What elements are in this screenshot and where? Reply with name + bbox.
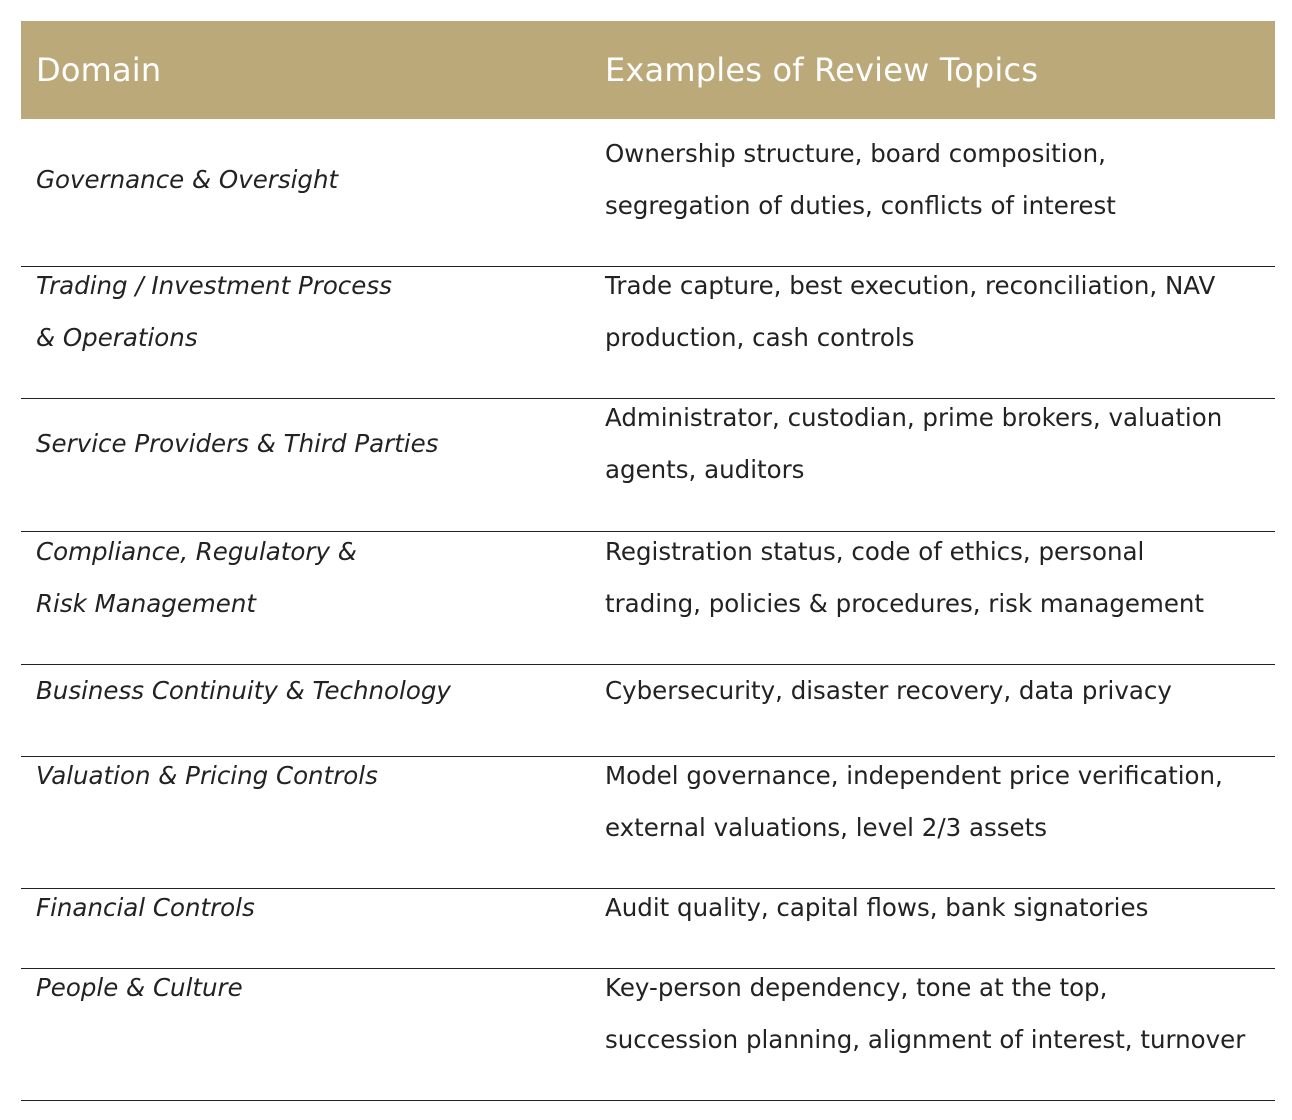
- header-domain: Domain: [36, 51, 162, 89]
- topics-cell: Audit quality, capital flows, bank signatories: [605, 893, 1149, 922]
- topics-cell: Registration status, code of ethics, personal trading, policies & procedures, risk management: [605, 537, 1205, 618]
- table-row: [21, 665, 1275, 757]
- table-row: [21, 757, 1275, 889]
- domain-cell: Business Continuity & Technology: [36, 676, 451, 705]
- topics-cell: Administrator, custodian, prime brokers, valuation agents, auditors: [605, 403, 1223, 484]
- domain-cell: Compliance, Regulatory & Risk Management: [36, 537, 357, 618]
- table-row: [21, 532, 1275, 665]
- table-header: [21, 21, 1275, 119]
- topics-cell: Cybersecurity, disaster recovery, data privacy: [605, 676, 1172, 705]
- topics-cell: Model governance, independent price verification, external valuations, level 2/3 assets: [605, 761, 1223, 842]
- table-row: [21, 889, 1275, 969]
- domain-cell: Financial Controls: [36, 893, 255, 922]
- table-row: [21, 399, 1275, 532]
- topics-cell: Ownership structure, board composition, segregation of duties, conflicts of interest: [605, 139, 1116, 220]
- table-row: [21, 969, 1275, 1101]
- domain-cell: Trading / Investment Process & Operations: [36, 271, 392, 352]
- header-review-topics: Examples of Review Topics: [605, 51, 1039, 89]
- topics-cell: Key-person dependency, tone at the top, succession planning, alignment of interest, turnover: [605, 973, 1246, 1054]
- table-row: [21, 267, 1275, 399]
- domain-cell: Service Providers & Third Parties: [36, 429, 439, 458]
- topics-cell: Trade capture, best execution, reconciliation, NAV production, cash controls: [605, 271, 1216, 352]
- review-topics-table: [21, 21, 1275, 1101]
- table-row: [21, 119, 1275, 267]
- domain-cell: People & Culture: [36, 973, 243, 1002]
- domain-cell: Governance & Oversight: [36, 165, 339, 194]
- domain-cell: Valuation & Pricing Controls: [36, 761, 378, 790]
